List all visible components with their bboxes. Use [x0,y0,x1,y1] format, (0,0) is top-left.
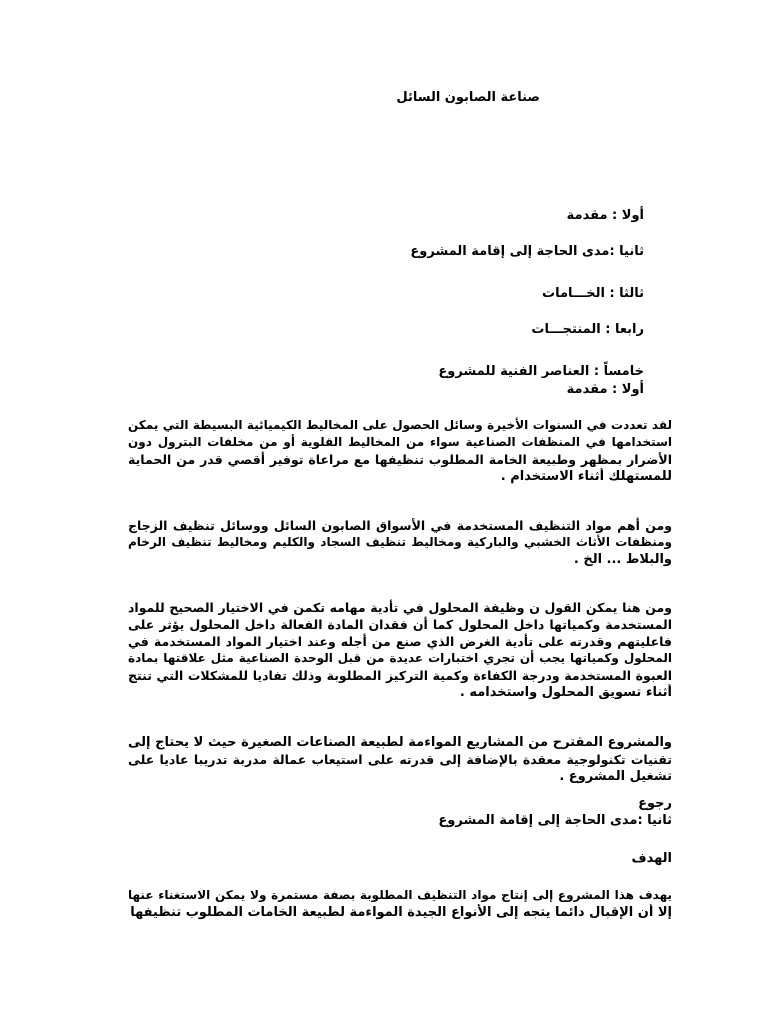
paragraph-line: العبوة المستخدمة ودرجة الكفاءة وكمية التركيز المطلوبة وذلك تفاديا للمشكلات التي تنتج [128,668,672,683]
paragraph-line: ومنظفات الأثاث الخشبي والباركية ومخاليط تنظيف السجاد والكليم ومخاليط تنظيف الرخام [128,535,672,549]
paragraph-line: استخدامها في المنظفات الصناعية سواء من المخاليط القلوية أو من مخلفات البترول دون [128,435,672,449]
paragraph-goal [128,887,672,921]
toc-item-need[interactable]: ثانيا :مدى الحاجة إلى إقامة المشروع [410,244,644,259]
back-link[interactable]: رجوع [638,796,672,811]
paragraph-proposed-project [128,734,672,785]
paragraph-line: إلا أن الإقبال دائما يتجه إلى الأنواع الجيدة المواءمة لطبيعة الخامات المطلوب تنظيفها [130,905,672,920]
paragraph-line: لقد تعددت في السنوات الأخيرة وسائل الحصول على المخاليط الكيميائية البسيطة التي يمكن [128,418,672,432]
paragraph-line: والبلاط ... الخ . [573,552,672,567]
toc-item-products[interactable]: رابعا : المنتجـــات [531,322,644,337]
paragraph-intro [128,417,672,485]
toc-item-intro[interactable]: أولا : مقدمة [566,208,644,223]
paragraph-line: للمستهلك أثناء الاستخدام . [500,469,672,484]
paragraph-solution-function [128,599,672,701]
paragraph-line: المستخدمة وكمياتها داخل المحلول كما أن فقدان المادة الفعالة داخل المحلول يؤثر على [128,617,672,632]
paragraph-line: أثناء تسويق المحلول واستخدامه . [459,685,672,700]
paragraph-line: ومن أهم مواد التنظيف المستخدمة في الأسواق الصابون السائل ووسائل تنظيف الزجاج [128,518,672,533]
paragraph-line: ومن هنا يمكن القول ن وظيفة المحلول في تأدية مهامه تكمن في الاختيار الصحيح للمواد [128,600,672,615]
goal-heading: الهدف [631,851,672,866]
toc-item-materials[interactable]: ثالثا : الخـــامات [542,286,644,301]
paragraph-line: المحلول وكمياتها يجب أن تجري اختبارات عديدة من قبل الوحدة الصناعية مثل علاقتها بمادة [128,651,672,665]
paragraph-line: تشغيل المشروع . [559,769,672,784]
document-title: صناعة الصابون السائل [396,90,540,105]
paragraph-cleaning-materials [128,517,672,568]
paragraph-line: والمشروع المقترح من المشاريع المواءمة لطبيعة الصناعات الصغيرة حيث لا يحتاج إلى [128,735,672,750]
paragraph-line: فاعليتهم وقدرته على تأدية الغرض الذي صنع من أجله وعند اختيار المواد المستخدمة في [128,634,672,649]
paragraph-line: يهدف هذا المشروع إلى إنتاج مواد التنظيف المطلوبة بصفة مستمرة ولا يمكن الاستغناء عنها [128,888,672,902]
paragraph-line: الأضرار بمظهر وطبيعة الخامة المطلوب تنظيفها مع مراعاة توفير أقصي قدر من الحماية [128,452,672,467]
paragraph-line: تقنيات تكنولوجية معقدة بالإضافة إلى قدرته على استيعاب عمالة مدربة تدريبا عاديا على [128,752,672,767]
section2-heading: ثانيا :مدى الحاجة إلى إقامة المشروع [438,813,672,828]
intro-heading: أولا : مقدمة [566,382,644,397]
toc-item-technical[interactable]: خامساً : العناصر الفنية للمشروع [438,364,644,379]
